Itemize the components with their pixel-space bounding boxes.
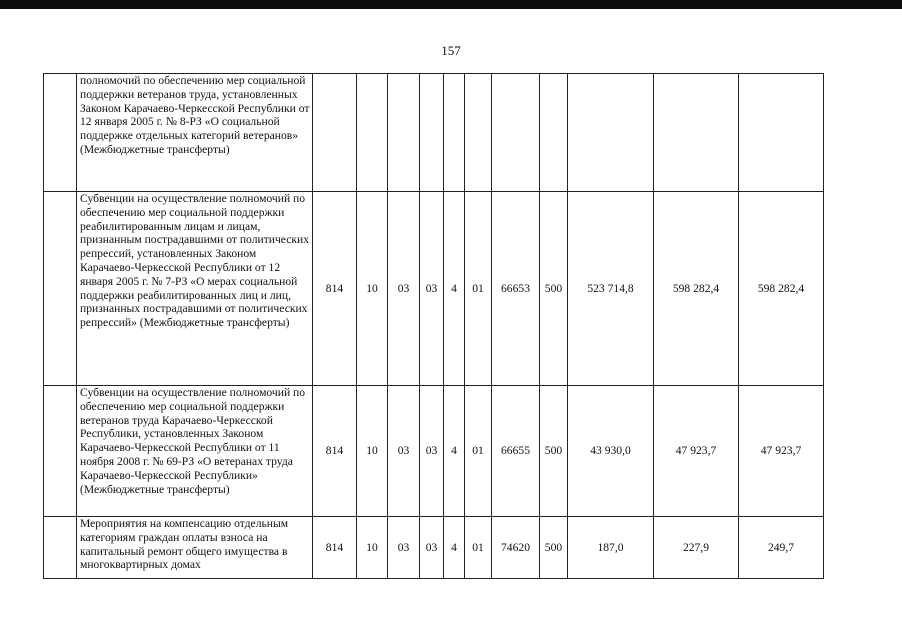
amount-year-3: 598 282,4	[739, 192, 824, 386]
amount-year-2: 47 923,7	[654, 386, 739, 517]
amount-year-2: 227,9	[654, 517, 739, 579]
amount-year-3: 249,7	[739, 517, 824, 579]
amount-year-1	[568, 74, 654, 192]
code-program	[420, 74, 444, 192]
code-program-type: 4	[444, 517, 465, 579]
code-direction	[492, 74, 540, 192]
code-expense-type: 500	[540, 517, 568, 579]
code-expense-type: 500	[540, 192, 568, 386]
code-program: 03	[420, 386, 444, 517]
table-row	[44, 192, 824, 386]
code-ministry: 814	[313, 517, 357, 579]
code-subprogram: 01	[465, 517, 492, 579]
code-subsection: 03	[388, 517, 420, 579]
code-subprogram: 01	[465, 386, 492, 517]
code-program: 03	[420, 192, 444, 386]
amount-year-1: 187,0	[568, 517, 654, 579]
code-section: 10	[357, 192, 388, 386]
amount-year-1: 43 930,0	[568, 386, 654, 517]
code-subsection: 03	[388, 386, 420, 517]
row-description: Субвенции на осуществление полномочий по обеспечению мер социальной поддержки ветеранов труда Карачаево-Черкесской Республики, установленных Законом Карачаево-Черкесской Республики от 11 ноября 2008 г. № 69-РЗ «О ветеранах труда Карачаево-Черкесской Республики» (Межбюджетные трансферты)	[77, 386, 313, 517]
code-expense-type	[540, 74, 568, 192]
code-ministry: 814	[313, 386, 357, 517]
code-ministry	[313, 74, 357, 192]
code-section: 10	[357, 386, 388, 517]
code-subprogram	[465, 74, 492, 192]
code-program: 03	[420, 517, 444, 579]
amount-year-1: 523 714,8	[568, 192, 654, 386]
code-subsection	[388, 74, 420, 192]
page-number: 157	[441, 43, 461, 58]
amount-year-3: 47 923,7	[739, 386, 824, 517]
scan-top-border	[0, 0, 902, 9]
code-direction: 66655	[492, 386, 540, 517]
code-expense-type: 500	[540, 386, 568, 517]
code-direction: 74620	[492, 517, 540, 579]
code-section	[357, 74, 388, 192]
row-description: полномочий по обеспечению мер социальной поддержки ветеранов труда, установленных Законом Карачаево-Черкесской Республики от 12 января 2005 г. № 8-РЗ «О социальной поддержке отдельных категорий ветеранов» (Межбюджетные трансферты)	[77, 74, 313, 192]
code-subprogram: 01	[465, 192, 492, 386]
code-ministry: 814	[313, 192, 357, 386]
code-section: 10	[357, 517, 388, 579]
table-row	[44, 517, 824, 579]
table-row	[44, 386, 824, 517]
empty-cell	[44, 74, 77, 192]
code-direction: 66653	[492, 192, 540, 386]
row-description: Субвенции на осуществление полномочий по обеспечению мер социальной поддержки реабилитированным лицам и лицам, признанным пострадавшими от политических репрессий, установленных Законом Карачаево-Черкесской Республики от 12 января 2005 г. № 7-РЗ «О мерах социальной поддержки реабилитированных лиц и лиц, признанных пострадавшими от политических репрессий» (Межбюджетные трансферты)	[77, 192, 313, 386]
code-program-type: 4	[444, 386, 465, 517]
code-subsection: 03	[388, 192, 420, 386]
amount-year-2: 598 282,4	[654, 192, 739, 386]
empty-cell	[44, 517, 77, 579]
amount-year-2	[654, 74, 739, 192]
table-row	[44, 74, 824, 192]
empty-cell	[44, 386, 77, 517]
budget-table	[43, 73, 824, 579]
code-program-type	[444, 74, 465, 192]
amount-year-3	[739, 74, 824, 192]
row-description: Мероприятия на компенсацию отдельным категориям граждан оплаты взноса на капитальный ремонт общего имущества в многоквартирных домах	[77, 517, 313, 579]
code-program-type: 4	[444, 192, 465, 386]
empty-cell	[44, 192, 77, 386]
